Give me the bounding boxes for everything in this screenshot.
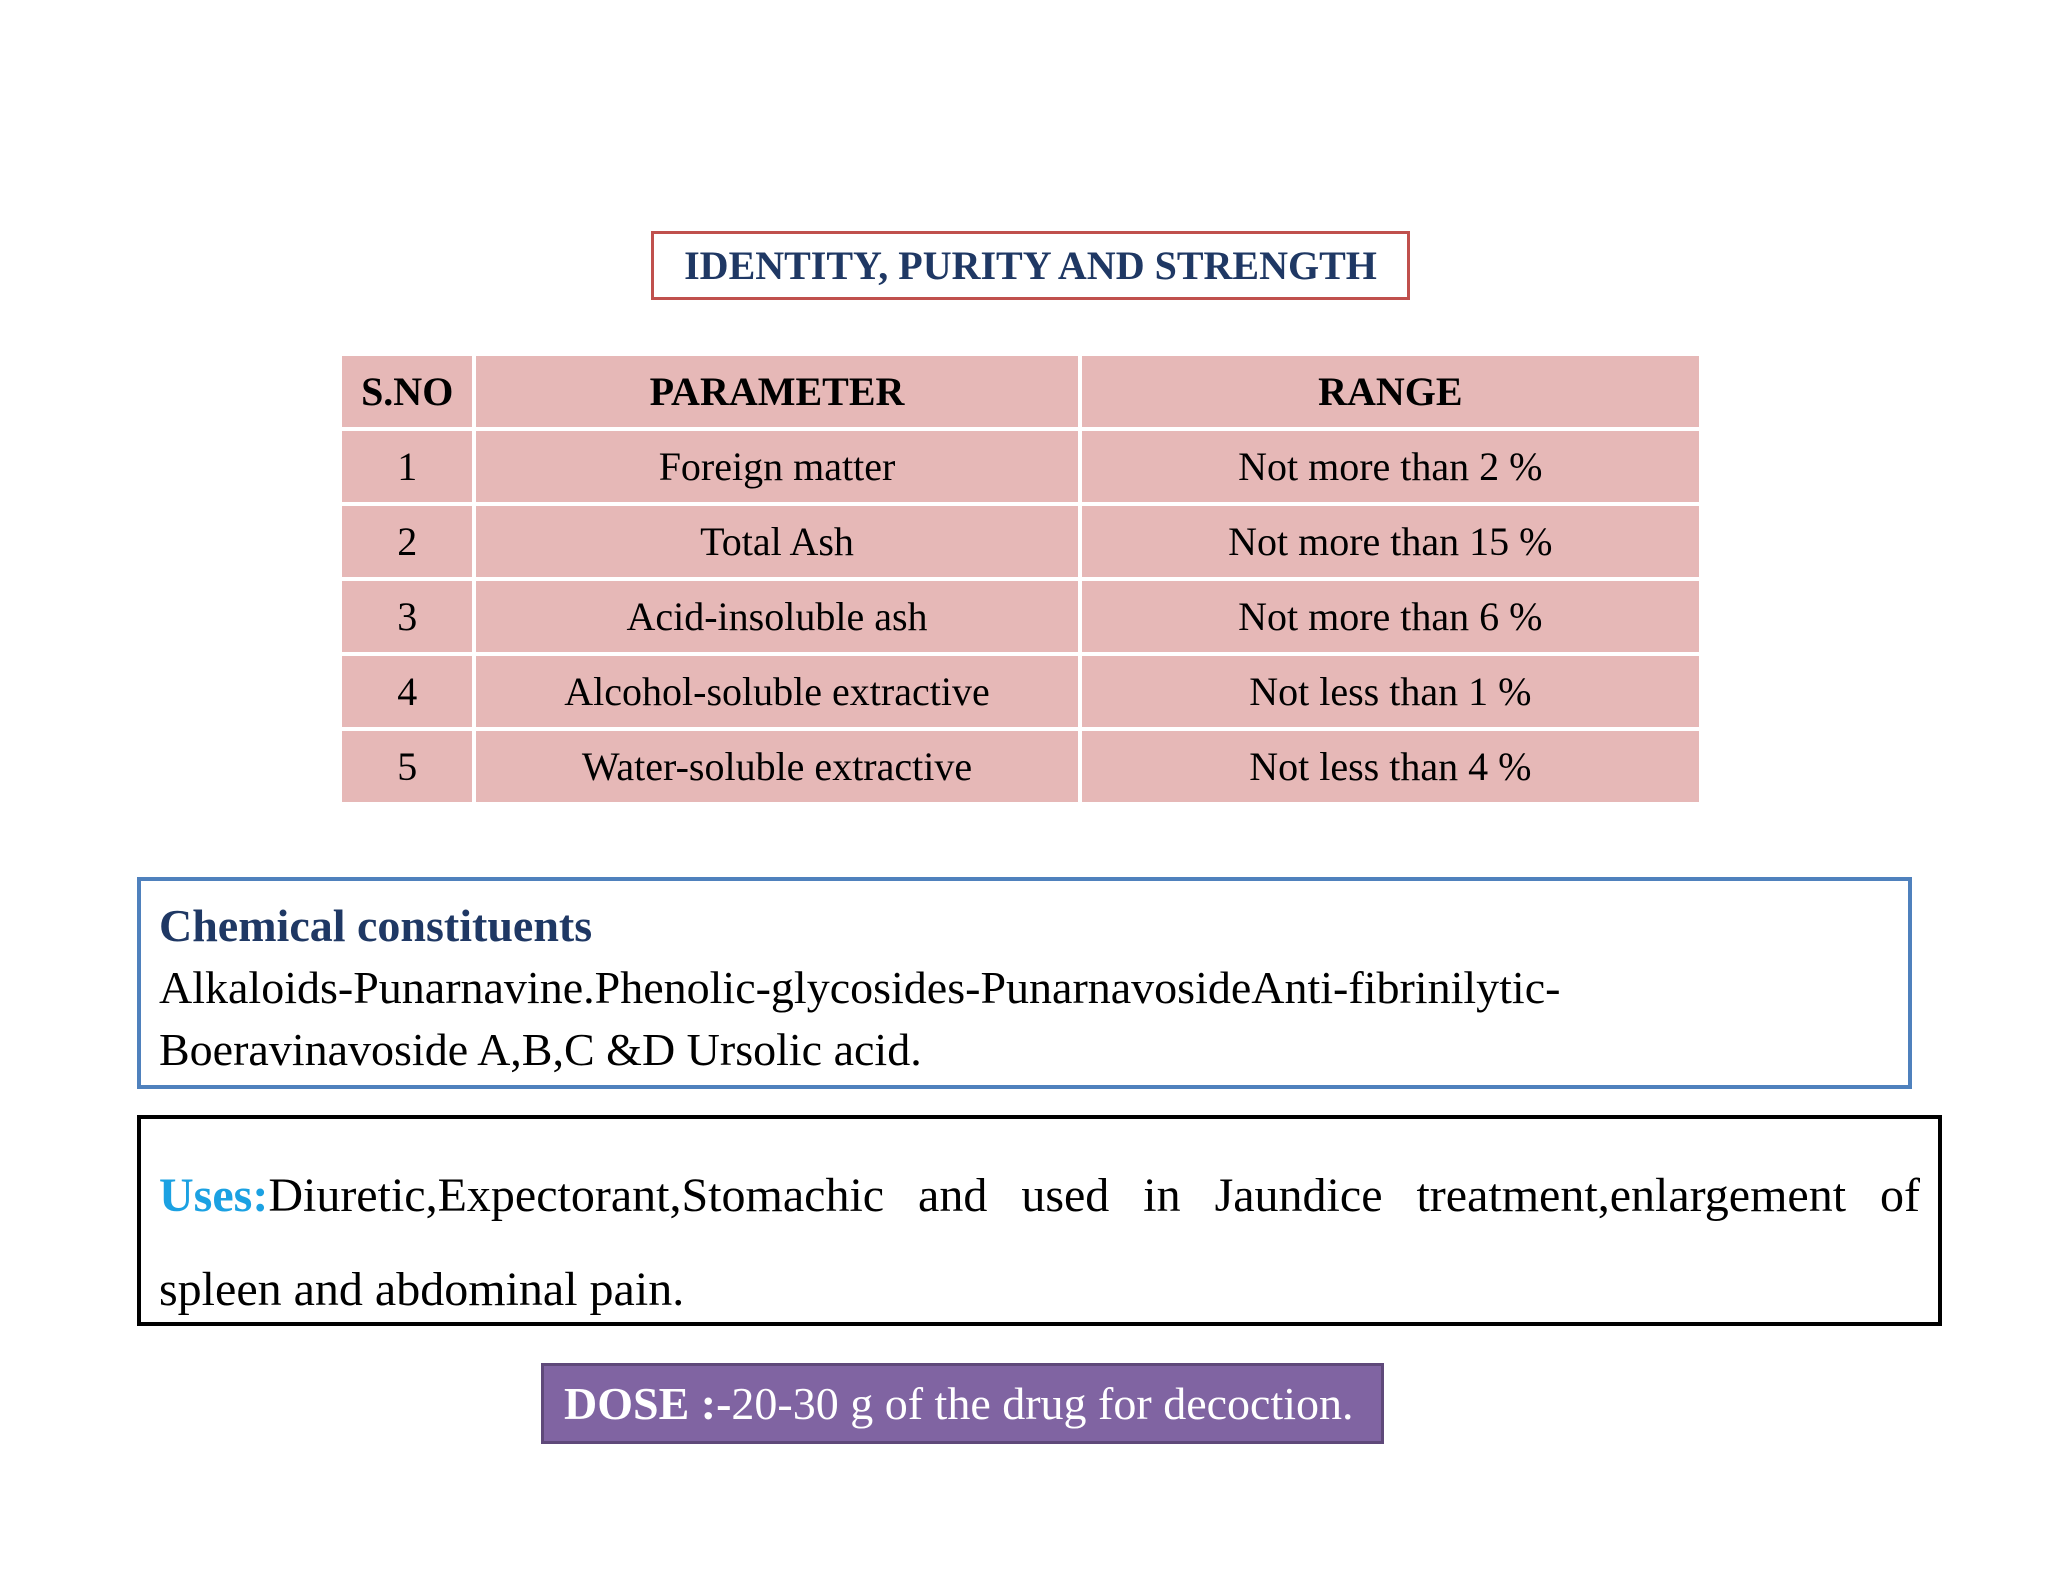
cell-sno: 2	[342, 506, 472, 577]
dose-text: 20-30 g of the drug for decoction.	[731, 1378, 1354, 1429]
dose-label: DOSE :-	[564, 1378, 732, 1429]
table-row	[342, 656, 1699, 727]
table-row	[342, 431, 1699, 502]
header-range: RANGE	[1082, 356, 1699, 427]
cell-parameter: Total Ash	[476, 506, 1077, 577]
cell-parameter: Alcohol-soluble extractive	[476, 656, 1077, 727]
cell-range: Not more than 2 %	[1082, 431, 1699, 502]
cell-sno: 5	[342, 731, 472, 802]
cell-parameter: Foreign matter	[476, 431, 1077, 502]
table-row	[342, 581, 1699, 652]
table-header-row	[342, 356, 1699, 427]
chemical-constituents-box	[137, 877, 1912, 1089]
uses-text: Diuretic,Expectorant,Stomachic and used in Jaundice treatment,enlargement of spleen and abdominal pain.	[159, 1169, 1920, 1316]
header-parameter: PARAMETER	[476, 356, 1077, 427]
chemical-constituents-line-1: Alkaloids-Punarnavine.Phenolic-glycosides-PunarnavosideAnti-fibrinilytic-	[159, 962, 1561, 1013]
cell-parameter: Water-soluble extractive	[476, 731, 1077, 802]
cell-sno: 4	[342, 656, 472, 727]
table-row	[342, 731, 1699, 802]
uses-box	[137, 1115, 1942, 1326]
cell-parameter: Acid-insoluble ash	[476, 581, 1077, 652]
chemical-constituents-line-2: Boeravinavoside A,B,C &D Ursolic acid.	[159, 1024, 922, 1075]
cell-range: Not more than 6 %	[1082, 581, 1699, 652]
header-sno: S.NO	[342, 356, 472, 427]
section-title: IDENTITY, PURITY AND STRENGTH	[651, 231, 1410, 300]
cell-range: Not less than 4 %	[1082, 731, 1699, 802]
cell-range: Not less than 1 %	[1082, 656, 1699, 727]
cell-sno: 3	[342, 581, 472, 652]
spec-table	[338, 352, 1703, 806]
cell-sno: 1	[342, 431, 472, 502]
table-row	[342, 506, 1699, 577]
uses-label: Uses:	[159, 1169, 269, 1222]
dose-box	[541, 1363, 1384, 1444]
chemical-constituents-heading: Chemical constituents	[159, 900, 593, 951]
cell-range: Not more than 15 %	[1082, 506, 1699, 577]
